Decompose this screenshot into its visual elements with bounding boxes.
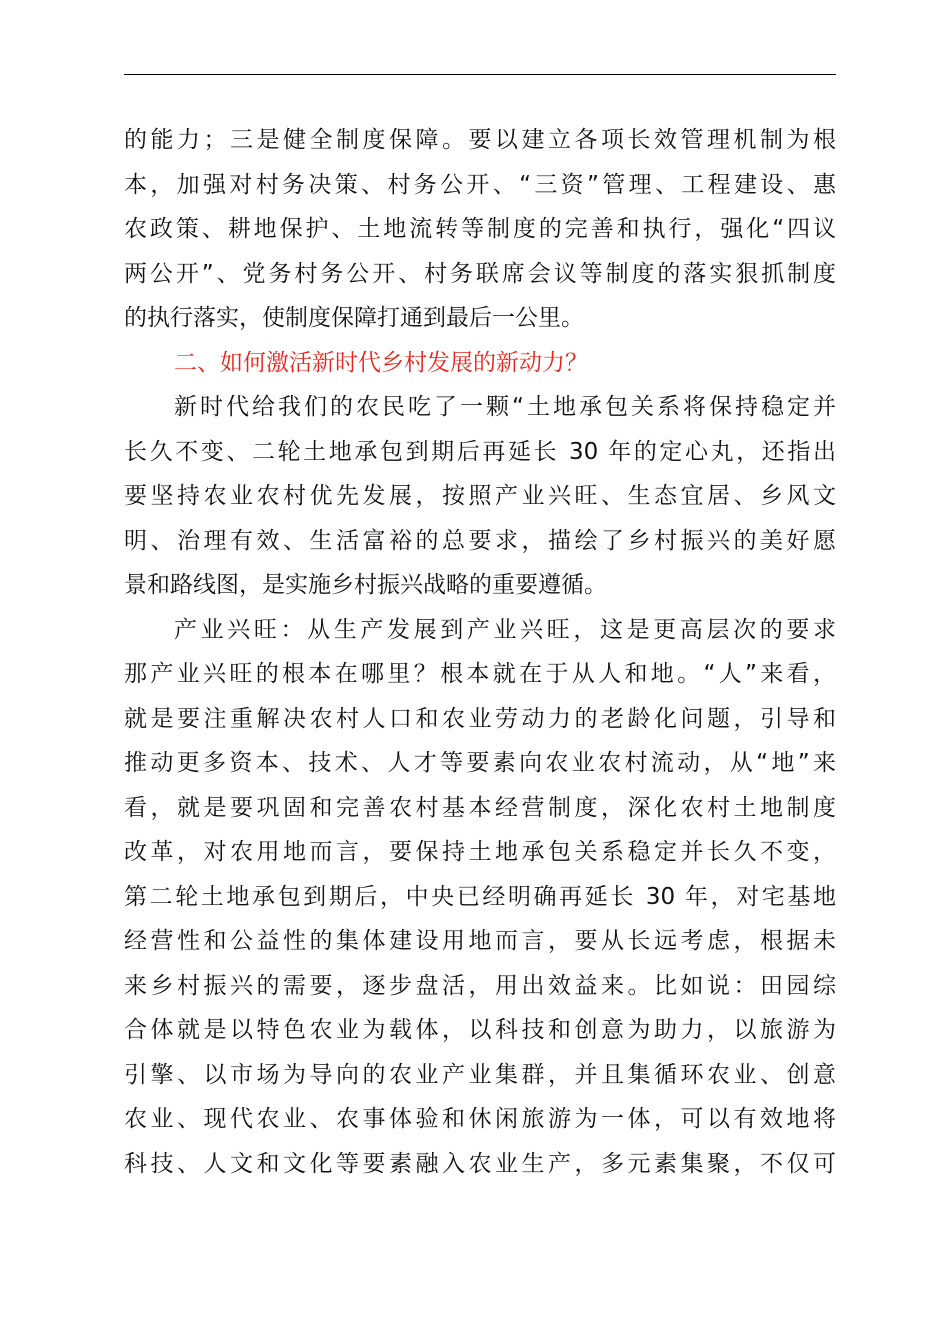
text-line: 长久不变、二轮土地承包到期后再延长 30 年的定心丸，还指出 [124, 438, 836, 465]
text-line: 推动更多资本、技术、人才等要素向农业农村流动，从“地”来 [124, 750, 836, 776]
text-line: 经营性和公益性的集体建设用地而言，要从长远考虑，根据未 [124, 928, 836, 954]
text-line: 看，就是要巩固和完善农村基本经营制度，深化农村土地制度 [124, 794, 836, 821]
text-line: 科技、人文和文化等要素融入农业生产，多元素集聚，不仅可 [124, 1150, 836, 1177]
text-line: 农业、现代农业、农事体验和休闲旅游为一体，可以有效地将 [124, 1106, 836, 1132]
text-line: 那产业兴旺的根本在哪里？根本就在于从人和地。“人”来看， [124, 661, 836, 687]
text-line: 第二轮土地承包到期后，中央已经明确再延长 30 年，对宅基地 [124, 883, 836, 910]
text-line: 的能力；三是健全制度保障。要以建立各项长效管理机制为根 [124, 127, 836, 153]
text-line: 合体就是以特色农业为载体，以科技和创意为助力，以旅游为 [124, 1017, 836, 1043]
text-line: 产业兴旺：从生产发展到产业兴旺，这是更高层次的要求 [174, 616, 836, 643]
text-line: 的执行落实，使制度保障打通到最后一公里。 [124, 305, 584, 331]
header-rule [124, 74, 836, 75]
text-line: 本，加强对村务决策、村务公开、“三资”管理、工程建设、惠 [124, 171, 836, 198]
body-text [124, 118, 836, 1186]
text-line: 要坚持农业农村优先发展，按照产业兴旺、生态宜居、乡风文 [124, 483, 836, 509]
text-line: 两公开”、党务村务公开、村务联席会议等制度的落实狠抓制度 [124, 260, 836, 287]
text-line: 新时代给我们的农民吃了一颗“土地承包关系将保持稳定并 [174, 394, 836, 420]
text-line: 来乡村振兴的需要，逐步盘活，用出效益来。比如说：田园综 [124, 972, 836, 999]
text-line: 景和路线图，是实施乡村振兴战略的重要遵循。 [124, 572, 607, 598]
text-line: 明、治理有效、生活富裕的总要求，描绘了乡村振兴的美好愿 [124, 527, 836, 554]
section-heading: 二、如何激活新时代乡村发展的新动力？ [174, 349, 588, 376]
text-line: 引擎、以市场为导向的农业产业集群，并且集循环农业、创意 [124, 1061, 836, 1088]
text-line: 就是要注重解决农村人口和农业劳动力的老龄化问题，引导和 [124, 705, 836, 732]
text-line: 农政策、耕地保护、土地流转等制度的完善和执行，强化“四议 [124, 216, 836, 242]
text-line: 改革，对农用地而言，要保持土地承包关系稳定并长久不变， [124, 839, 836, 865]
